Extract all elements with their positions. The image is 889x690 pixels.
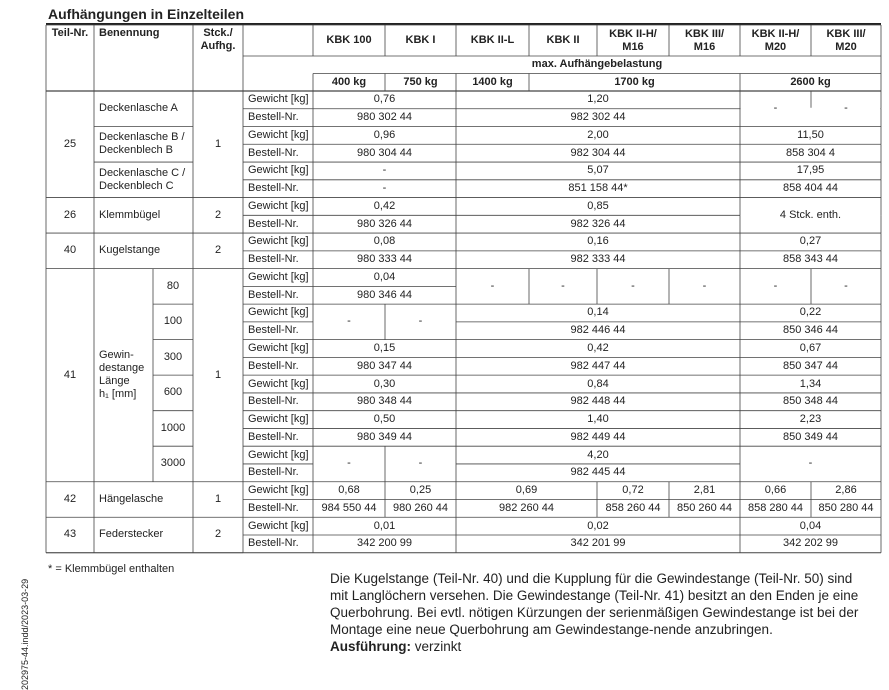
value-cell: 980 347 44	[356, 359, 413, 372]
length-value: 3000	[160, 457, 186, 470]
value-cell: 980 348 44	[356, 395, 413, 408]
value-cell: 0,30	[373, 377, 396, 390]
value-cell: -	[418, 457, 423, 470]
value-cell: 980 346 44	[356, 288, 413, 301]
value-cell: -	[631, 279, 635, 292]
notes-text: Die Kugelstange (Teil-Nr. 40) und die Kupplung für die Gewindestange (Teil-Nr. 50) sind mit Langlöchern versehen. Die Gewindestange (Teil-Nr. 41) besitzt an den Enden je eine Querbohrung. Bei evtl. nötigen Kürzungen der serienmäßigen Gewindestange ist bei der Montage eine neue Querbohrung am Gewindestange-nende anzubringen.	[330, 571, 859, 637]
value-cell: -	[490, 279, 495, 292]
quantity: 1	[214, 137, 222, 150]
designation: Hängelasche	[99, 492, 164, 505]
designation: Gewin- destange Länge h₁ [mm]	[99, 349, 145, 401]
execution-label: Ausführung:	[330, 639, 411, 654]
value-cell: 982 445 44	[570, 466, 626, 479]
header-load-2: 1400 kg	[472, 75, 513, 88]
value-cell: 0,01	[373, 519, 396, 532]
header-load-0: 400 kg	[331, 75, 367, 88]
part-number: 43	[63, 528, 77, 541]
part-number: 41	[63, 368, 77, 381]
part-number: 42	[63, 492, 77, 505]
value-cell: 982 333 44	[570, 253, 626, 266]
sub-row-label: Bestell-Nr.	[248, 395, 299, 408]
value-cell: 982 304 44	[570, 146, 626, 159]
value-cell: 850 347 44	[782, 359, 839, 372]
value-cell: 0,04	[373, 270, 396, 283]
part-number: 25	[63, 137, 77, 150]
value-cell: 1,34	[799, 377, 822, 390]
value-cell: 982 449 44	[570, 430, 626, 443]
length-value: 600	[163, 386, 183, 399]
designation: Klemmbügel	[99, 208, 161, 221]
value-cell: 982 448 44	[570, 395, 626, 408]
value-cell: 0,84	[587, 377, 609, 390]
value-cell: 0,50	[373, 413, 396, 426]
header-kbk-2: KBK II-L	[470, 34, 515, 46]
value-cell: 850 349 44	[782, 430, 839, 443]
value-cell: 850 346 44	[782, 324, 839, 337]
sub-row-label: Gewicht [kg]	[248, 448, 309, 461]
value-cell: 342 200 99	[356, 537, 413, 550]
value-cell: 0,16	[587, 235, 609, 248]
sub-row-label: Bestell-Nr.	[248, 146, 299, 159]
value-cell: 982 447 44	[570, 359, 626, 372]
value-cell: 0,68	[338, 484, 360, 497]
value-cell: 0,25	[409, 484, 432, 497]
value-cell: 851 158 44*	[568, 182, 628, 195]
value-cell: 342 201 99	[570, 537, 626, 550]
value-cell: 4 Stck. enth.	[779, 208, 842, 221]
value-cell: 850 348 44	[782, 395, 839, 408]
value-cell: -	[844, 279, 848, 292]
header-kbk-4: KBK II-H/ M16	[609, 27, 657, 53]
value-cell: 342 202 99	[782, 537, 839, 550]
value-cell: 980 302 44	[356, 111, 413, 124]
side-file-reference: 202975-44.indd/2023-03-29	[20, 578, 30, 690]
value-cell: 0,85	[587, 199, 609, 212]
sub-row-label: Bestell-Nr.	[248, 537, 299, 550]
sub-row-label: Gewicht [kg]	[248, 93, 309, 106]
sub-row-label: Gewicht [kg]	[248, 306, 309, 319]
page-title: Aufhängungen in Einzelteilen	[48, 6, 244, 22]
header-load-1: 750 kg	[403, 75, 438, 88]
sub-row-label: Bestell-Nr.	[248, 288, 299, 301]
header-kbk-0: KBK 100	[326, 34, 372, 46]
sub-row-label: Bestell-Nr.	[248, 111, 299, 124]
value-cell: 0,15	[373, 342, 396, 354]
value-cell: 0,76	[373, 93, 396, 106]
length-value: 80	[166, 279, 180, 292]
value-cell: 0,67	[799, 342, 822, 354]
value-cell: -	[773, 102, 778, 115]
sub-row-label: Bestell-Nr.	[248, 253, 299, 266]
quantity: 2	[214, 244, 222, 257]
value-cell: 0,66	[764, 484, 787, 497]
value-cell: -	[773, 279, 778, 292]
designation: Deckenlasche A	[99, 102, 178, 115]
value-cell: 0,27	[799, 235, 822, 248]
designation: Kugelstange	[99, 244, 161, 257]
sub-row-label: Bestell-Nr.	[248, 430, 299, 443]
sub-row-label: Gewicht [kg]	[248, 270, 309, 283]
sub-row-label: Bestell-Nr.	[248, 359, 299, 372]
value-cell: 982 302 44	[570, 111, 626, 124]
header-kbk-3: KBK II	[546, 34, 580, 46]
value-cell: 17,95	[796, 164, 825, 177]
value-cell: 0,42	[587, 342, 609, 354]
value-cell: -	[382, 182, 387, 195]
header-benennung: Benennung	[99, 26, 160, 39]
value-cell: 5,07	[587, 164, 609, 177]
header-kbk-5: KBK III/ M16	[684, 27, 725, 53]
header-load-4: 2600 kg	[790, 75, 831, 88]
value-cell: -	[808, 457, 813, 470]
length-value: 100	[163, 315, 183, 328]
value-cell: 1,20	[587, 93, 609, 106]
value-cell: -	[382, 164, 387, 177]
sub-row-label: Gewicht [kg]	[248, 519, 309, 532]
header-kbk-7: KBK III/ M20	[826, 27, 866, 53]
designation: Deckenlasche C / Deckenblech C	[99, 166, 186, 192]
value-cell: 1,40	[587, 413, 609, 426]
execution-value: verzinkt	[410, 639, 462, 654]
quantity: 1	[214, 492, 222, 505]
value-cell: 2,81	[693, 484, 716, 497]
value-cell: 0,96	[373, 128, 396, 141]
sub-row-label: Bestell-Nr.	[248, 501, 299, 514]
value-cell: 984 550 44	[321, 501, 377, 514]
value-cell: 858 260 44	[605, 501, 661, 514]
value-cell: 980 260 44	[392, 501, 449, 514]
quantity: 2	[214, 208, 222, 221]
value-cell: -	[702, 279, 707, 292]
designation: Deckenlasche B / Deckenblech B	[99, 131, 185, 157]
value-cell: 982 446 44	[570, 324, 626, 337]
value-cell: 980 349 44	[356, 430, 413, 443]
execution-line	[330, 638, 865, 655]
value-cell: -	[347, 315, 351, 328]
value-cell: 11,50	[797, 128, 824, 141]
value-cell: 2,00	[587, 128, 609, 141]
value-cell: 850 260 44	[676, 501, 733, 514]
sub-row-label: Gewicht [kg]	[248, 342, 309, 354]
header-max-load: max. Aufhängebelastung	[531, 58, 663, 71]
sub-row-label: Gewicht [kg]	[248, 199, 309, 212]
notes-block	[330, 570, 865, 655]
value-cell: 858 404 44	[782, 182, 839, 195]
sub-row-label: Gewicht [kg]	[248, 128, 309, 141]
value-cell: 858 304 4	[786, 146, 835, 159]
footnote: * = Klemmbügel enthalten	[48, 563, 175, 575]
designation: Federstecker	[99, 528, 164, 541]
value-cell: 858 343 44	[782, 253, 839, 266]
value-cell: 850 280 44	[818, 501, 874, 514]
sub-row-label: Gewicht [kg]	[248, 377, 309, 390]
value-cell: 980 304 44	[356, 146, 413, 159]
sub-row-label: Bestell-Nr.	[248, 324, 299, 337]
header-stck: Stck./ Aufhg.	[200, 27, 236, 52]
value-cell: -	[844, 102, 848, 115]
value-cell: 2,23	[799, 413, 822, 426]
header-load-3: 1700 kg	[614, 75, 655, 88]
sub-row-label: Gewicht [kg]	[248, 235, 309, 248]
value-cell: 980 333 44	[356, 253, 413, 266]
part-number: 26	[63, 208, 77, 221]
value-cell: 0,42	[373, 199, 396, 212]
sub-row-label: Bestell-Nr.	[248, 466, 299, 479]
value-cell: 0,04	[799, 519, 822, 532]
part-number: 40	[63, 244, 77, 257]
value-cell: -	[418, 315, 423, 328]
value-cell: 0,08	[373, 235, 396, 248]
value-cell: 0,02	[587, 519, 609, 532]
value-cell: 0,22	[799, 306, 822, 319]
value-cell: 4,20	[587, 448, 609, 461]
quantity: 1	[214, 368, 222, 381]
header-teil-nr: Teil-Nr.	[51, 26, 89, 39]
sub-row-label: Gewicht [kg]	[248, 164, 309, 177]
header-kbk-1: KBK I	[405, 34, 436, 46]
value-cell: 980 326 44	[356, 217, 413, 230]
value-cell: 2,86	[835, 484, 857, 497]
quantity: 2	[214, 528, 222, 541]
value-cell: -	[561, 279, 565, 292]
length-value: 300	[163, 350, 183, 363]
value-cell: -	[347, 457, 351, 470]
sub-row-label: Bestell-Nr.	[248, 182, 299, 195]
sub-row-label: Gewicht [kg]	[248, 484, 309, 497]
value-cell: 858 280 44	[747, 501, 804, 514]
value-cell: 0,14	[587, 306, 609, 319]
value-cell: 982 326 44	[570, 217, 626, 230]
sub-row-label: Bestell-Nr.	[248, 217, 299, 230]
length-value: 1000	[160, 421, 186, 434]
header-kbk-6: KBK II-H/ M20	[751, 27, 800, 53]
value-cell: 0,72	[622, 484, 644, 497]
value-cell: 982 260 44	[498, 501, 555, 514]
value-cell: 0,69	[515, 484, 538, 497]
sub-row-label: Gewicht [kg]	[248, 413, 309, 426]
